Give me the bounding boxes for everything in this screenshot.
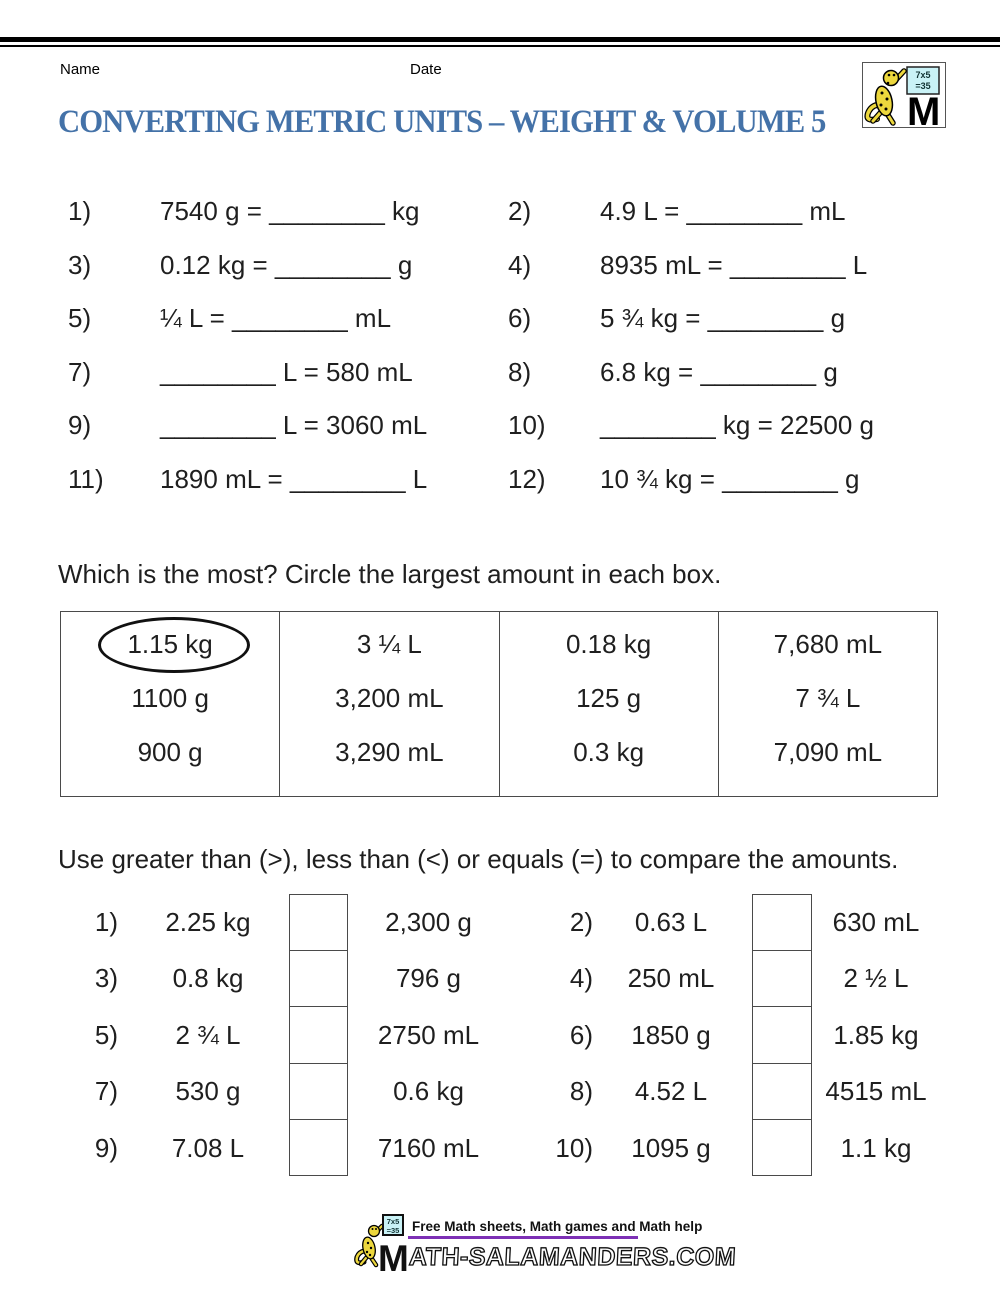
answer-box[interactable] [289, 1119, 348, 1176]
answer-box[interactable] [752, 1063, 812, 1120]
compare-section-prompt: Use greater than (>), less than (<) or equals (=) to compare the amounts. [58, 844, 899, 874]
compare-row [0, 963, 1000, 995]
amount-box-2 [280, 612, 499, 796]
board-text: 7x5 [386, 1217, 400, 1226]
compare-left-value: 7.08 L [171, 1133, 245, 1163]
problem-number: 2) [569, 907, 593, 937]
svg-text:M: M [907, 90, 941, 127]
compare-right-value: 2,300 g [385, 907, 472, 937]
compare-left-value: 2.25 kg [165, 907, 251, 937]
conversion-row [0, 464, 1000, 496]
answer-box[interactable] [289, 894, 348, 951]
answer-box-strip-right [752, 894, 812, 1176]
circle-annotation [98, 617, 250, 673]
salamander-logo-icon [863, 63, 945, 127]
footer-tagline: Free Math sheets, Math games and Math help [412, 1219, 703, 1234]
amount-value[interactable]: 125 g [576, 683, 642, 713]
wordmark-m: M [378, 1238, 409, 1279]
amount-value[interactable]: 3 ¼ L [356, 629, 422, 659]
amount-value[interactable]: 7 ¾ L [795, 683, 861, 713]
salamander-figure [867, 71, 904, 124]
compare-right-value: 2750 mL [377, 1020, 480, 1050]
problem-text: ________ L = 580 mL [160, 357, 413, 387]
compare-right-value: 7160 mL [377, 1133, 480, 1163]
problem-number: 4) [569, 963, 593, 993]
conversion-row [0, 196, 1000, 228]
svg-text:7x5: 7x5 [915, 70, 931, 80]
problem-number: 9) [94, 1133, 118, 1163]
page-title: CONVERTING METRIC UNITS – WEIGHT & VOLUME 5 [58, 104, 826, 140]
compare-right-value: 1.1 kg [840, 1133, 912, 1163]
problem-text: ________ kg = 22500 g [600, 410, 874, 440]
answer-box[interactable] [752, 1119, 812, 1176]
problem-number: 10) [508, 410, 546, 440]
compare-left-value: 2 ¾ L [175, 1020, 241, 1050]
answer-box[interactable] [289, 1063, 348, 1120]
problem-number: 8) [569, 1076, 593, 1106]
answer-box[interactable] [752, 1006, 812, 1063]
compare-right-value: 796 g [395, 963, 462, 993]
problem-text: 10 ¾ kg = ________ g [600, 464, 860, 494]
amount-box-3 [500, 612, 719, 796]
problem-text: 5 ¾ kg = ________ g [600, 303, 846, 333]
problem-number: 12) [508, 464, 546, 494]
problem-number: 5) [68, 303, 92, 333]
compare-left-value: 4.52 L [634, 1076, 708, 1106]
footer-logo [350, 1210, 737, 1280]
problem-text: 8935 mL = ________ L [600, 250, 868, 280]
problem-number: 10) [555, 1133, 593, 1163]
compare-row [0, 907, 1000, 939]
problem-text: ¼ L = ________ mL [160, 303, 392, 333]
date-label: Date [410, 61, 442, 78]
conversion-row [0, 410, 1000, 442]
circle-section-prompt: Which is the most? Circle the largest amount in each box. [58, 559, 722, 589]
problem-number: 5) [94, 1020, 118, 1050]
compare-right-value: 0.6 kg [393, 1076, 464, 1106]
compare-right-value: 1.85 kg [833, 1020, 919, 1050]
top-border-thin [0, 45, 1000, 47]
board-text: =35 [386, 1225, 400, 1235]
problem-text: 0.12 kg = ________ g [160, 250, 413, 280]
problem-number: 1) [68, 196, 92, 226]
compare-left-value: 250 mL [627, 963, 715, 993]
problem-number: 11) [68, 464, 104, 494]
problem-number: 2) [508, 196, 532, 226]
problem-text: 7540 g = ________ kg [160, 196, 420, 226]
problem-number: 8) [508, 357, 532, 387]
problem-number: 4) [508, 250, 532, 280]
answer-box[interactable] [289, 950, 348, 1007]
conversion-row [0, 250, 1000, 282]
problem-text: 1890 mL = ________ L [160, 464, 428, 494]
problem-number: 3) [94, 963, 118, 993]
amount-value[interactable]: 0.3 kg [573, 737, 645, 767]
top-border-thick [0, 37, 1000, 42]
problem-text: ________ L = 3060 mL [160, 410, 428, 440]
amount-value[interactable]: 900 g [137, 737, 203, 767]
problem-text: 6.8 kg = ________ g [600, 357, 838, 387]
amount-value[interactable]: 3,290 mL [335, 737, 444, 767]
conversion-row [0, 303, 1000, 335]
problem-number: 1) [94, 907, 118, 937]
svg-text:=35: =35 [915, 81, 931, 91]
problem-text: 4.9 L = ________ mL [600, 196, 846, 226]
compare-left-value: 530 g [175, 1076, 241, 1106]
logo-board [382, 1214, 404, 1236]
conversion-row [0, 357, 1000, 389]
answer-box[interactable] [289, 1006, 348, 1063]
wordmark-text: ATH-SALAMANDERS.COM [408, 1243, 737, 1271]
compare-left-value: 0.63 L [634, 907, 708, 937]
name-label: Name [60, 61, 101, 78]
answer-box[interactable] [752, 950, 812, 1007]
compare-left-value: 0.8 kg [172, 963, 244, 993]
compare-right-value: 630 mL [832, 907, 920, 937]
problem-number: 3) [68, 250, 92, 280]
amount-value[interactable]: 1.15 kg [127, 629, 213, 659]
amount-value[interactable]: 7,090 mL [773, 737, 883, 767]
answer-box-strip-left [289, 894, 348, 1176]
problem-number: 6) [569, 1020, 593, 1050]
problem-number: 7) [94, 1076, 118, 1106]
amount-value[interactable]: 0.18 kg [565, 629, 652, 659]
compare-row [0, 1076, 1000, 1108]
compare-row [0, 1133, 1000, 1165]
amount-value[interactable]: 1100 g [131, 683, 209, 713]
compare-right-value: 4515 mL [825, 1076, 927, 1106]
amount-box-4 [719, 612, 937, 796]
problem-number: 7) [68, 357, 92, 387]
problem-number: 6) [508, 303, 532, 333]
site-logo [862, 62, 946, 128]
compare-left-value: 1850 g [631, 1020, 711, 1050]
compare-right-value: 2 ½ L [843, 963, 909, 993]
footer-wordmark[interactable] [378, 1238, 736, 1280]
compare-row [0, 1020, 1000, 1052]
answer-box[interactable] [752, 894, 812, 951]
problem-number: 9) [68, 410, 92, 440]
compare-left-value: 1095 g [631, 1133, 711, 1163]
amount-value[interactable]: 3,200 mL [335, 683, 444, 713]
amount-value[interactable]: 7,680 mL [773, 629, 883, 659]
